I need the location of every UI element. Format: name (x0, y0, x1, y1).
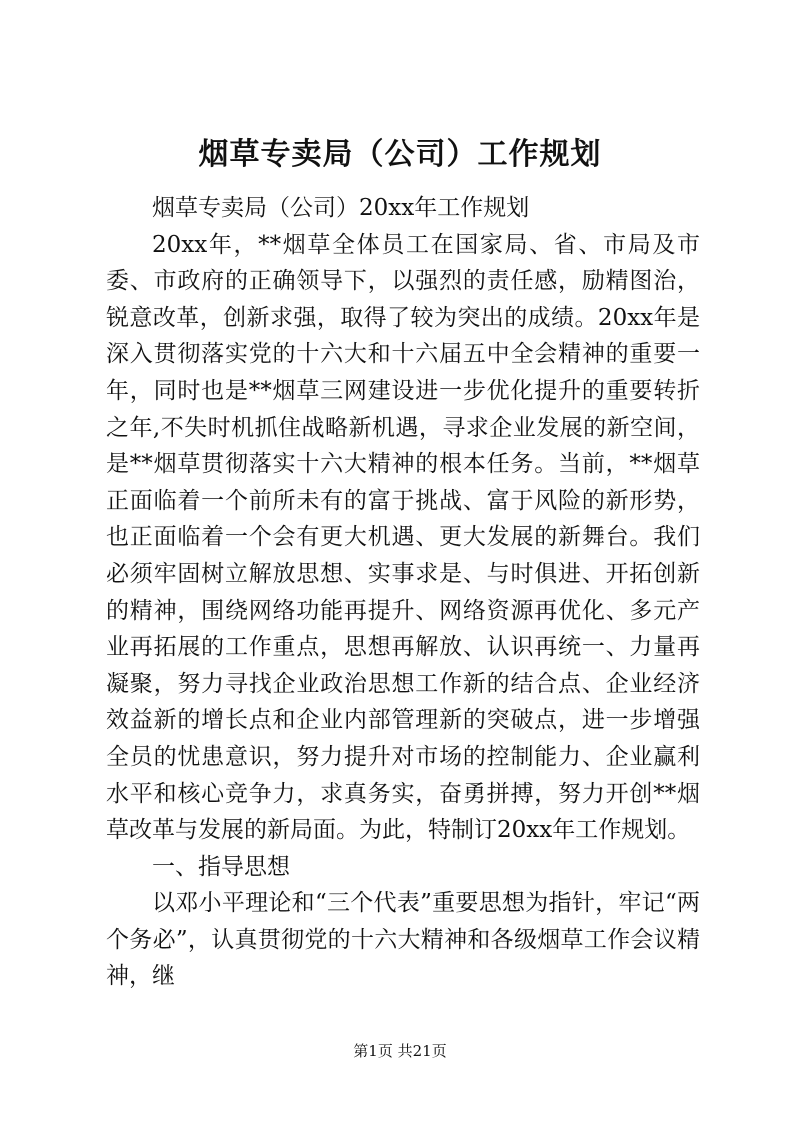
subtitle-paragraph: 烟草专卖局（公司）20xx年工作规划 (152, 195, 530, 221)
intro-paragraph: 20xx年，**烟草全体员工在国家局、省、市局及市委、市政府的正确领导下，以强烈的责任感，励精图治，锐意改革，创新求强，取得了较为突出的成绩。20xx年是深入贯彻落实党的十六大和十六届五中全会精神的重要一年，同时也是**烟草三网建设进一步优化提升的重要转折之年,不失时机抓住战略新机遇，寻求企业发展的新空间，是**烟草贯彻落实十六大精神的根本任务。当前，**烟草正面临着一个前所未有的富于挑战、富于风险的新形势，也正面临着一个会有更大机遇、更大发展的新舞台。我们必须牢固树立解放思想、实事求是、与时俱进、开拓创新的精神，围绕网络功能再提升、网络资源再优化、多元产业再拓展的工作重点，思想再解放、认识再统一、力量再凝聚，努力寻找企业政治思想工作新的结合点、企业经济效益新的增长点和企业内部管理新的突破点，进一步增强全员的忧患意识，努力提升对市场的控制能力、企业赢利水平和核心竞争力，求真务实，奋勇拼搏，努力开创**烟草改革与发展的新局面。为此，特制订20xx年工作规划。 (106, 231, 700, 844)
document-title: 烟草专卖局（公司）工作规划 (198, 137, 602, 172)
page-footer: 第1页 共21页 (353, 1042, 447, 1060)
document-body (106, 190, 700, 995)
section-heading: 一、指导思想 (152, 853, 290, 880)
section-paragraph: 以邓小平理论和“三个代表”重要思想为指针，牢记“两个务必”，认真贯彻党的十六大精神和各级烟草工作会议精神，继 (106, 890, 700, 990)
